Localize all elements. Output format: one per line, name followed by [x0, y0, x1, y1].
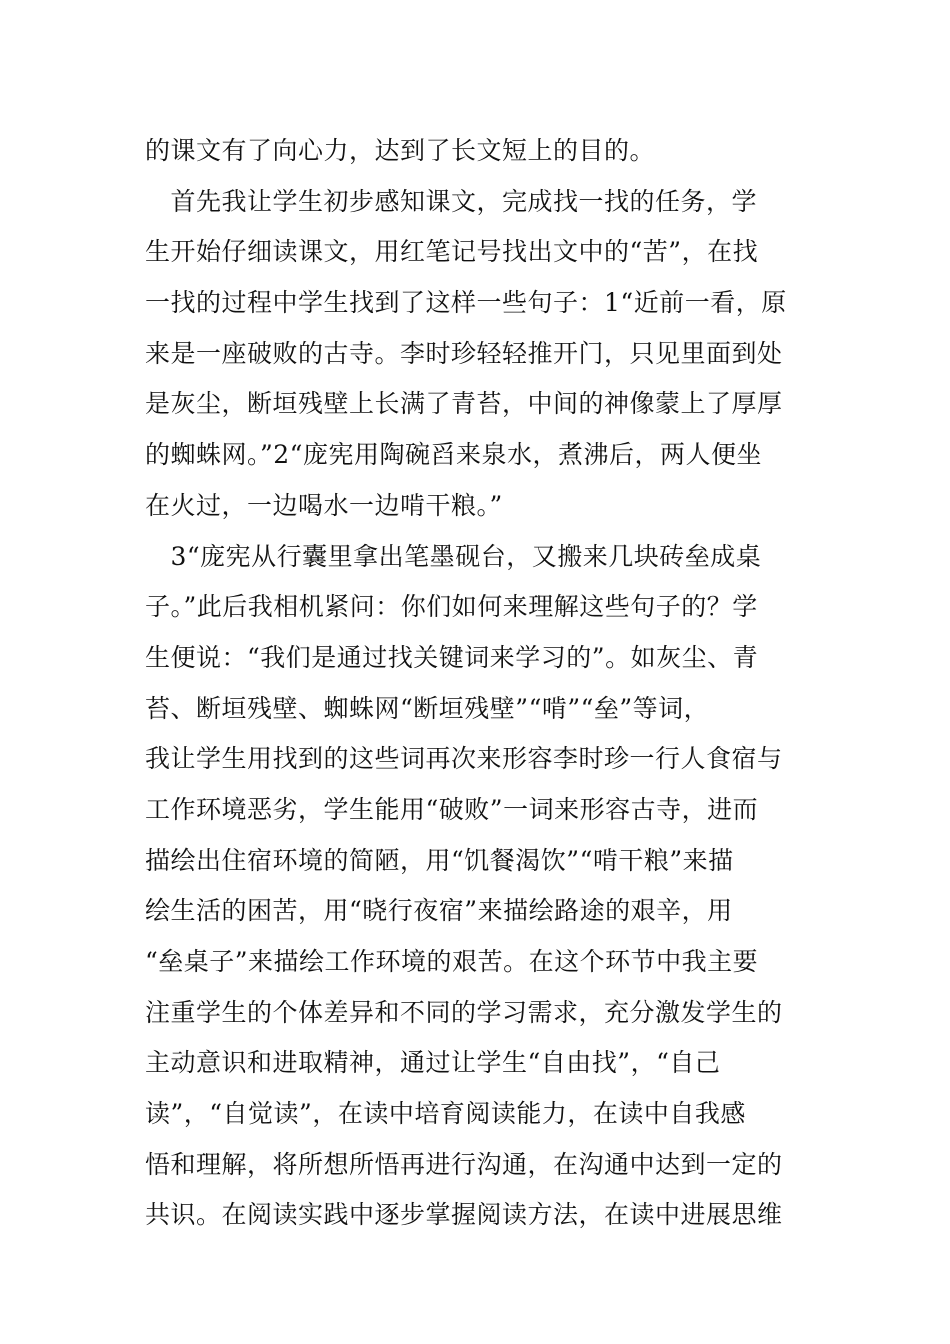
text-line: 生开始仔细读课文，用红笔记号找出文中的“苦”，在找	[145, 237, 759, 267]
body-text	[145, 126, 810, 1241]
text-line: 共识。在阅读实践中逐步掌握阅读方法，在读中进展思维	[145, 1200, 783, 1230]
text-line: 一找的过程中学生找到了这样一些句子：1“近前一看，原	[145, 288, 787, 318]
text-line: 3“庞宪从行囊里拿出笔墨砚台，又搬来几块砖垒成桌	[145, 541, 762, 571]
text-line: 注重学生的个体差异和不同的学习需求，充分激发学生的	[145, 997, 783, 1027]
text-line: 我让学生用找到的这些词再次来形容李时珍一行人食宿与	[145, 744, 783, 774]
text-line: 来是一座破败的古寺。李时珍轻轻推开门，只见里面到处	[145, 338, 783, 368]
text-line: 的蜘蛛网。”2“庞宪用陶碗舀来泉水，煮沸后，两人便坐	[145, 440, 762, 470]
text-line: 读”，“自觉读”，在读中培育阅读能力，在读中自我感	[145, 1099, 746, 1129]
text-line: 是灰尘，断垣残壁上长满了青苔，中间的神像蒙上了厚厚	[145, 389, 783, 419]
text-line: 工作环境恶劣，学生能用“破败”一词来形容古寺，进而	[145, 794, 759, 824]
text-line: 描绘出住宿环境的简陋，用“饥餐渴饮”“啃干粮”来描	[145, 845, 734, 875]
text-line: 苔、断垣残壁、蜘蛛网“断垣残壁”“啃”“垒”等词，	[145, 693, 710, 723]
text-line: 的课文有了向心力，达到了长文短上的目的。	[145, 136, 656, 165]
text-line: 生便说：“我们是通过找关键词来学习的”。如灰尘、青	[145, 642, 759, 672]
text-line: 在火过，一边喝水一边啃干粮。”	[145, 490, 503, 520]
text-line: 主动意识和进取精神，通过让学生“自由找”，“自己	[145, 1048, 721, 1078]
text-line: 首先我让学生初步感知课文，完成找一找的任务，学	[145, 186, 758, 216]
text-line: 悟和理解，将所想所悟再进行沟通，在沟通中达到一定的	[145, 1149, 783, 1179]
text-line: “垒桌子”来描绘工作环境的艰苦。在这个环节中我主要	[145, 947, 759, 976]
text-line: 子。”此后我相机紧问：你们如何来理解这些句子的？学	[145, 592, 758, 622]
text-line: 绘生活的困苦，用“晓行夜宿”来描绘路途的艰辛，用	[145, 896, 733, 926]
